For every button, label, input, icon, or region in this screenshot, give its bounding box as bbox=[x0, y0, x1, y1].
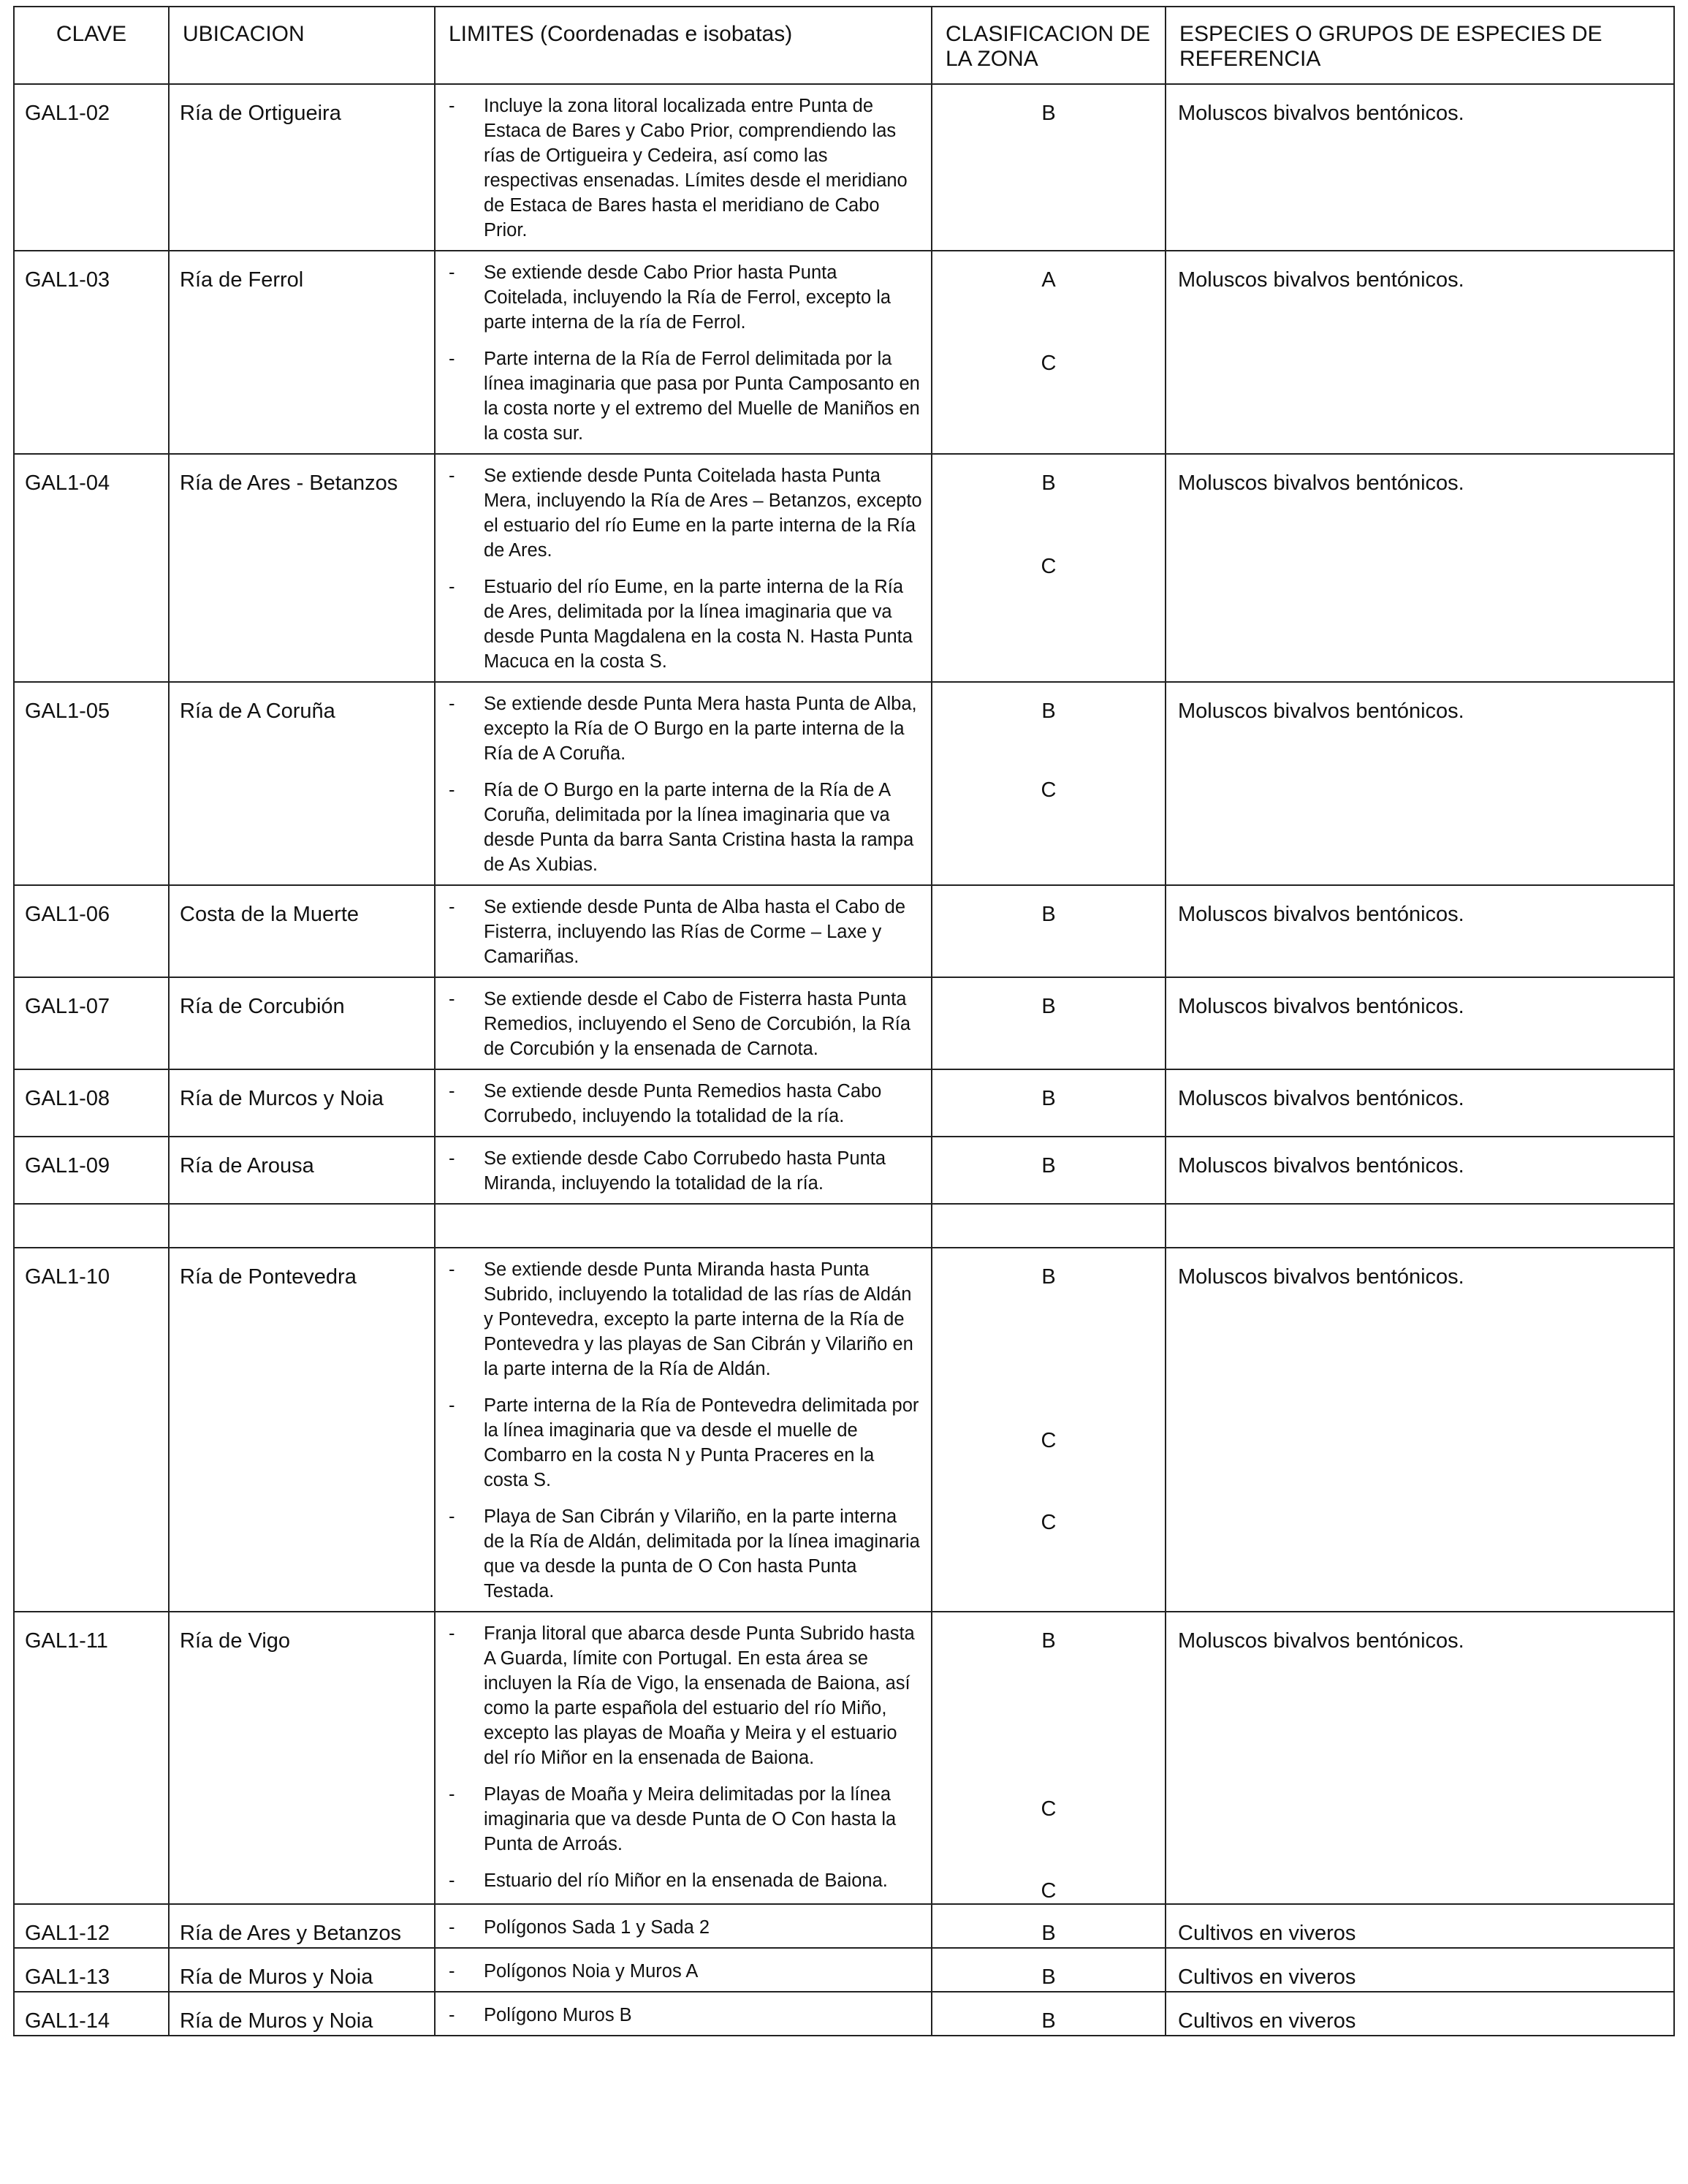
clasificacion-cell bbox=[932, 1069, 1166, 1137]
limites-item bbox=[443, 895, 922, 969]
bullet-dash: - bbox=[449, 349, 455, 369]
bullet-dash: - bbox=[449, 1870, 455, 1891]
limites-text: Polígonos Sada 1 y Sada 2 bbox=[484, 1917, 710, 1938]
bullet-dash: - bbox=[449, 1917, 455, 1938]
limites-cell bbox=[435, 1992, 932, 2036]
table-row bbox=[14, 977, 1674, 1069]
clasificacion-value: C bbox=[1041, 555, 1057, 578]
clasificacion-cell bbox=[932, 977, 1166, 1069]
clasificacion-value: B bbox=[1041, 102, 1056, 125]
limites-text: Estuario del río Miñor en la ensenada de Baiona. bbox=[484, 1870, 888, 1891]
limites-item bbox=[443, 778, 922, 877]
bullet-dash: - bbox=[449, 989, 455, 1009]
limites-cell bbox=[435, 84, 932, 251]
clave-cell: GAL1-08 bbox=[14, 1069, 169, 1137]
limites-text: Franja litoral que abarca desde Punta Subrido hasta A Guarda, límite con Portugal. En esta área se incluyen la Ría de Vigo, la ensenada de Baiona, así como la parte española del estuario del río Miño, excepto las playas de Moaña y Meira y el estuario del río Miñor en la ensenada de Baiona. bbox=[484, 1623, 915, 1768]
ubicacion-cell: Ría de Murcos y Noia bbox=[169, 1069, 435, 1137]
clasificacion-cell bbox=[932, 1904, 1166, 1948]
especies-cell: Moluscos bivalvos bentónicos. bbox=[1166, 84, 1674, 251]
clasificacion-cell bbox=[932, 251, 1166, 454]
especies-cell: Moluscos bivalvos bentónicos. bbox=[1166, 1612, 1674, 1904]
bullet-dash: - bbox=[449, 96, 455, 116]
bullet-dash: - bbox=[449, 577, 455, 597]
header-row bbox=[14, 7, 1674, 84]
bullet-dash: - bbox=[449, 780, 455, 800]
clasificacion-value: C bbox=[1041, 1879, 1057, 1903]
bullet-dash: - bbox=[449, 1623, 455, 1644]
limites-cell bbox=[435, 1248, 932, 1612]
table-row bbox=[14, 84, 1674, 251]
ubicacion-cell: Ría de Ares - Betanzos bbox=[169, 454, 435, 682]
limites-item bbox=[443, 1257, 922, 1381]
clasificacion-value: B bbox=[1041, 699, 1056, 723]
ubicacion-cell: Ría de Arousa bbox=[169, 1137, 435, 1204]
clave-cell: GAL1-10 bbox=[14, 1248, 169, 1612]
especies-cell: Moluscos bivalvos bentónicos. bbox=[1166, 1137, 1674, 1204]
bullet-dash: - bbox=[449, 466, 455, 486]
clasificacion-cell bbox=[932, 1948, 1166, 1992]
limites-item bbox=[443, 1959, 922, 1984]
limites-text: Se extiende desde Punta Coitelada hasta Punta Mera, incluyendo la Ría de Ares – Betanzos, excepto el estuario del río Eume en la parte interna de la Ría de Ares. bbox=[484, 466, 922, 561]
table-row bbox=[14, 1248, 1674, 1612]
clasificacion-value: B bbox=[1041, 1087, 1056, 1110]
table-row bbox=[14, 885, 1674, 977]
limites-item bbox=[443, 1782, 922, 1857]
limites-item bbox=[443, 1146, 922, 1196]
limites-cell bbox=[435, 251, 932, 454]
limites-item bbox=[443, 1868, 922, 1893]
limites-text: Se extiende desde Punta de Alba hasta el Cabo de Fisterra, incluyendo las Rías de Corme – Laxe y Camariñas. bbox=[484, 897, 906, 967]
header-ubicacion: UBICACION bbox=[169, 7, 435, 84]
bullet-dash: - bbox=[449, 2005, 455, 2025]
especies-cell: Moluscos bivalvos bentónicos. bbox=[1166, 251, 1674, 454]
table-row bbox=[14, 251, 1674, 454]
ubicacion-cell: Ría de Ortigueira bbox=[169, 84, 435, 251]
clasificacion-value: B bbox=[1041, 471, 1056, 495]
ubicacion-cell: Ría de A Coruña bbox=[169, 682, 435, 885]
especies-cell: Moluscos bivalvos bentónicos. bbox=[1166, 977, 1674, 1069]
ubicacion-cell: Costa de la Muerte bbox=[169, 885, 435, 977]
limites-cell bbox=[435, 1612, 932, 1904]
especies-cell: Moluscos bivalvos bentónicos. bbox=[1166, 1069, 1674, 1137]
table-row bbox=[14, 682, 1674, 885]
limites-item bbox=[443, 1504, 922, 1604]
header-clave: CLAVE bbox=[14, 7, 169, 84]
limites-item bbox=[443, 1079, 922, 1129]
clave-cell: GAL1-09 bbox=[14, 1137, 169, 1204]
limites-text: Playas de Moaña y Meira delimitadas por la línea imaginaria que va desde Punta de O Con hasta la Punta de Arroás. bbox=[484, 1784, 897, 1854]
limites-item bbox=[443, 1621, 922, 1770]
limites-cell bbox=[435, 1948, 932, 1992]
ubicacion-cell: Ría de Corcubión bbox=[169, 977, 435, 1069]
clave-cell: GAL1-13 bbox=[14, 1948, 169, 1992]
clasificacion-value: C bbox=[1041, 352, 1057, 375]
clasificacion-value: B bbox=[1041, 1154, 1056, 1178]
ubicacion-cell: Ría de Vigo bbox=[169, 1612, 435, 1904]
clasificacion-value: C bbox=[1041, 778, 1057, 802]
ubicacion-cell: Ría de Muros y Noia bbox=[169, 1992, 435, 2036]
ubicacion-cell: Ría de Muros y Noia bbox=[169, 1948, 435, 1992]
bullet-dash: - bbox=[449, 694, 455, 714]
especies-cell: Moluscos bivalvos bentónicos. bbox=[1166, 454, 1674, 682]
document-page bbox=[13, 6, 1673, 2036]
limites-item bbox=[443, 94, 922, 243]
blank-cell bbox=[14, 1204, 169, 1248]
blank-cell bbox=[1166, 1204, 1674, 1248]
clasificacion-value: B bbox=[1041, 1965, 1056, 1989]
limites-item bbox=[443, 691, 922, 766]
blank-cell bbox=[435, 1204, 932, 1248]
clave-cell: GAL1-11 bbox=[14, 1612, 169, 1904]
limites-item bbox=[443, 575, 922, 674]
bullet-dash: - bbox=[449, 1506, 455, 1527]
ubicacion-cell: Ría de Ares y Betanzos bbox=[169, 1904, 435, 1948]
limites-text: Se extiende desde Punta Remedios hasta Cabo Corrubedo, incluyendo la totalidad de la ría. bbox=[484, 1081, 882, 1126]
clasificacion-cell bbox=[932, 1137, 1166, 1204]
limites-text: Se extiende desde Cabo Prior hasta Punta Coitelada, incluyendo la Ría de Ferrol, excepto la parte interna de la ría de Ferrol. bbox=[484, 262, 891, 333]
limites-text: Parte interna de la Ría de Ferrol delimitada por la línea imaginaria que pasa por Punta Camposanto en la costa norte y el extremo del Muelle de Maniños en la costa sur. bbox=[484, 349, 920, 444]
table-row bbox=[14, 1992, 1674, 2036]
header-clasificacion: CLASIFICACION DE LA ZONA bbox=[932, 7, 1166, 84]
blank-cell bbox=[169, 1204, 435, 1248]
bullet-dash: - bbox=[449, 1961, 455, 1982]
limites-text: Se extiende desde Cabo Corrubedo hasta Punta Miranda, incluyendo la totalidad de la ría. bbox=[484, 1148, 886, 1194]
clave-cell: GAL1-04 bbox=[14, 454, 169, 682]
clasificacion-value: A bbox=[1041, 268, 1056, 292]
clasificacion-value: C bbox=[1041, 1429, 1057, 1452]
limites-text: Estuario del río Eume, en la parte interna de la Ría de Ares, delimitada por la línea imaginaria que va desde Punta Magdalena en la costa N. Hasta Punta Macuca en la costa S. bbox=[484, 577, 913, 672]
limites-text: Playa de San Cibrán y Vilariño, en la parte interna de la Ría de Aldán, delimitada por la línea imaginaria que va desde la punta de O Con hasta Punta Testada. bbox=[484, 1506, 920, 1601]
limites-cell bbox=[435, 1904, 932, 1948]
limites-text: Se extiende desde Punta Miranda hasta Punta Subrido, incluyendo la totalidad de las rías de Aldán y Pontevedra, excepto la parte interna de la Ría de Pontevedra y las playas de San Cibrán y Vilariño en la parte interna de la Ría de Aldán. bbox=[484, 1259, 913, 1379]
table-body bbox=[14, 84, 1674, 2036]
clasificacion-value: B bbox=[1041, 995, 1056, 1018]
bullet-dash: - bbox=[449, 1081, 455, 1102]
limites-text: Incluye la zona litoral localizada entre Punta de Estaca de Bares y Cabo Prior, comprendiendo las rías de Ortigueira y Cedeira, así como las respectivas ensenadas. Límites desde el meridiano de Estaca de Bares hasta el meridiano de Cabo Prior. bbox=[484, 96, 908, 240]
clasificacion-cell bbox=[932, 1248, 1166, 1612]
limites-text: Se extiende desde Punta Mera hasta Punta de Alba, excepto la Ría de O Burgo en la parte interna de la Ría de A Coruña. bbox=[484, 694, 917, 764]
clave-cell: GAL1-14 bbox=[14, 1992, 169, 2036]
clasificacion-cell bbox=[932, 682, 1166, 885]
limites-cell bbox=[435, 1137, 932, 1204]
limites-item bbox=[443, 260, 922, 335]
limites-cell bbox=[435, 1069, 932, 1137]
clasificacion-cell bbox=[932, 885, 1166, 977]
limites-item bbox=[443, 463, 922, 563]
limites-cell bbox=[435, 682, 932, 885]
table-row bbox=[14, 454, 1674, 682]
clasificacion-cell bbox=[932, 1992, 1166, 2036]
table-row bbox=[14, 1904, 1674, 1948]
limites-text: Se extiende desde el Cabo de Fisterra hasta Punta Remedios, incluyendo el Seno de Corcubión, la Ría de Corcubión y la ensenada de Carnota. bbox=[484, 989, 911, 1059]
limites-item bbox=[443, 987, 922, 1061]
limites-text: Ría de O Burgo en la parte interna de la Ría de A Coruña, delimitada por la línea imaginaria que va desde Punta da barra Santa Cristina hasta la rampa de As Xubias. bbox=[484, 780, 914, 875]
clasificacion-value: B bbox=[1041, 1629, 1056, 1653]
ubicacion-cell: Ría de Pontevedra bbox=[169, 1248, 435, 1612]
limites-text: Parte interna de la Ría de Pontevedra delimitada por la línea imaginaria que va desde el muelle de Combarro en la costa N y Punta Praceres en la costa S. bbox=[484, 1395, 919, 1490]
limites-cell bbox=[435, 885, 932, 977]
limites-item bbox=[443, 1393, 922, 1493]
blank-separator-row bbox=[14, 1204, 1674, 1248]
zone-classification-table bbox=[13, 6, 1675, 2036]
blank-cell bbox=[932, 1204, 1166, 1248]
especies-cell: Moluscos bivalvos bentónicos. bbox=[1166, 885, 1674, 977]
clave-cell: GAL1-03 bbox=[14, 251, 169, 454]
clasificacion-cell bbox=[932, 454, 1166, 682]
table-row bbox=[14, 1137, 1674, 1204]
clave-cell: GAL1-12 bbox=[14, 1904, 169, 1948]
bullet-dash: - bbox=[449, 897, 455, 917]
limites-text: Polígono Muros B bbox=[484, 2005, 632, 2025]
clasificacion-value: B bbox=[1041, 1922, 1056, 1945]
clave-cell: GAL1-07 bbox=[14, 977, 169, 1069]
clave-cell: GAL1-06 bbox=[14, 885, 169, 977]
table-row bbox=[14, 1948, 1674, 1992]
bullet-dash: - bbox=[449, 262, 455, 283]
header-especies: ESPECIES O GRUPOS DE ESPECIES DE REFERENCIA bbox=[1166, 7, 1674, 84]
header-limites: LIMITES (Coordenadas e isobatas) bbox=[435, 7, 932, 84]
clasificacion-value: B bbox=[1041, 903, 1056, 926]
bullet-dash: - bbox=[449, 1395, 455, 1416]
clasificacion-value: B bbox=[1041, 2009, 1056, 2033]
clave-cell: GAL1-02 bbox=[14, 84, 169, 251]
limites-item bbox=[443, 2003, 922, 2028]
especies-cell: Cultivos en viveros bbox=[1166, 1992, 1674, 2036]
bullet-dash: - bbox=[449, 1259, 455, 1280]
limites-text: Polígonos Noia y Muros A bbox=[484, 1961, 699, 1982]
clasificacion-value: B bbox=[1041, 1265, 1056, 1289]
ubicacion-cell: Ría de Ferrol bbox=[169, 251, 435, 454]
clave-cell: GAL1-05 bbox=[14, 682, 169, 885]
limites-item bbox=[443, 1915, 922, 1940]
clasificacion-cell bbox=[932, 84, 1166, 251]
limites-cell bbox=[435, 454, 932, 682]
table-row bbox=[14, 1612, 1674, 1904]
clasificacion-cell bbox=[932, 1612, 1166, 1904]
especies-cell: Moluscos bivalvos bentónicos. bbox=[1166, 682, 1674, 885]
limites-cell bbox=[435, 977, 932, 1069]
bullet-dash: - bbox=[449, 1784, 455, 1805]
especies-cell: Cultivos en viveros bbox=[1166, 1948, 1674, 1992]
clasificacion-value: C bbox=[1041, 1511, 1057, 1534]
bullet-dash: - bbox=[449, 1148, 455, 1169]
clasificacion-value: C bbox=[1041, 1797, 1057, 1821]
especies-cell: Moluscos bivalvos bentónicos. bbox=[1166, 1248, 1674, 1612]
limites-item bbox=[443, 346, 922, 446]
table-row bbox=[14, 1069, 1674, 1137]
especies-cell: Cultivos en viveros bbox=[1166, 1904, 1674, 1948]
